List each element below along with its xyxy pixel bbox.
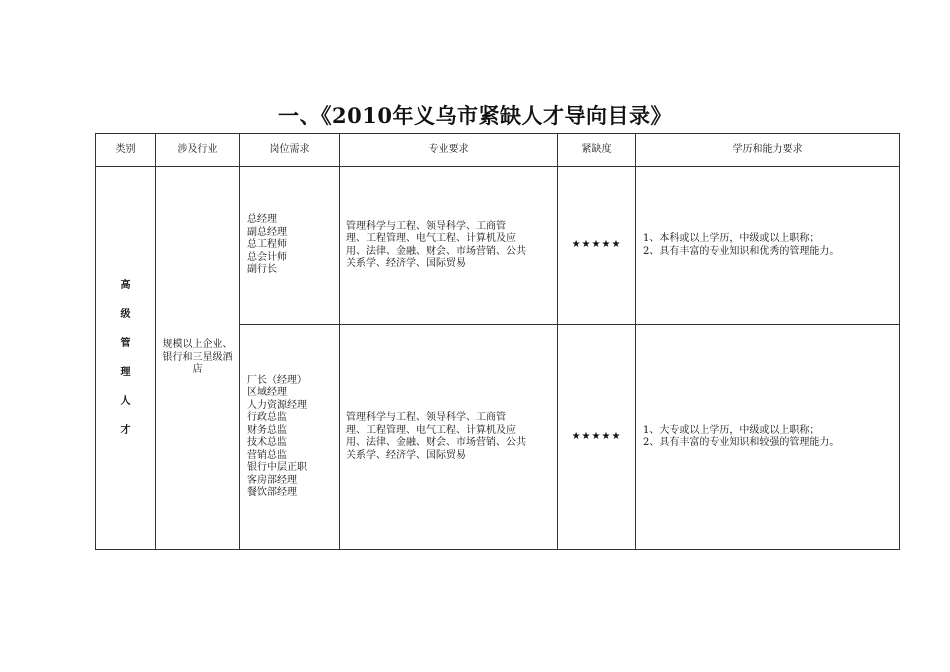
major-line: 用、法律、金融、财会、市场营销、公共 xyxy=(346,245,526,257)
major-cell xyxy=(340,325,558,550)
position-item: 总工程师 xyxy=(247,239,287,251)
requirement-line: 2、具有丰富的专业知识和较强的管理能力。 xyxy=(643,437,840,448)
category-cell xyxy=(96,167,156,550)
requirements-cell xyxy=(636,167,900,325)
position-item: 客房部经理 xyxy=(247,474,297,486)
position-item: 副总经理 xyxy=(247,226,287,238)
requirements-cell xyxy=(636,325,900,550)
header-industry: 涉及行业 xyxy=(156,134,240,167)
talent-catalog-table xyxy=(95,133,900,550)
header-major: 专业要求 xyxy=(340,134,558,167)
header-scarcity: 紧缺度 xyxy=(558,134,636,167)
document-title: 一、《2010年义乌市紧缺人才导向目录》 xyxy=(278,103,672,128)
category-char: 高 xyxy=(120,280,131,291)
table-row xyxy=(96,167,900,325)
position-item: 餐饮部经理 xyxy=(247,487,297,498)
requirement-line: 1、大专或以上学历，中级或以上职称； xyxy=(643,424,820,436)
position-item: 银行中层正职 xyxy=(247,462,307,473)
scarcity-rating: ★★★★★ xyxy=(558,325,636,550)
category-char: 人 xyxy=(120,396,131,407)
requirement-line: 1、本科或以上学历，中级或以上职称； xyxy=(643,233,820,244)
header-requirements: 学历和能力要求 xyxy=(636,134,900,167)
major-line: 理、工程管理、电气工程、计算机及应 xyxy=(346,424,516,436)
major-line: 管理科学与工程、领导科学、工商管 xyxy=(346,220,506,232)
category-char: 才 xyxy=(120,425,131,436)
category-char: 管 xyxy=(120,338,131,349)
scarcity-rating: ★★★★★ xyxy=(558,167,636,325)
position-item: 营销总监 xyxy=(247,449,287,461)
position-item: 总经理 xyxy=(247,214,277,226)
category-char: 理 xyxy=(120,367,131,378)
position-item: 副行长 xyxy=(247,264,277,276)
header-position: 岗位需求 xyxy=(240,134,340,167)
major-line: 理、工程管理、电气工程、计算机及应 xyxy=(346,233,516,244)
major-line: 用、法律、金融、财会、市场营销、公共 xyxy=(346,437,526,448)
position-item: 厂长（经理） xyxy=(247,374,307,386)
header-category: 类别 xyxy=(96,134,156,167)
requirement-line: 2、具有丰富的专业知识和优秀的管理能力。 xyxy=(643,245,840,257)
position-item: 行政总监 xyxy=(247,412,287,423)
positions-cell xyxy=(240,167,340,325)
major-line: 管理科学与工程、领导科学、工商管 xyxy=(346,412,506,423)
major-line: 关系学、经济学、国际贸易 xyxy=(346,258,466,269)
position-item: 总会计师 xyxy=(247,251,287,263)
position-item: 区域经理 xyxy=(247,387,287,398)
position-item: 财务总监 xyxy=(247,424,287,436)
table-header-row xyxy=(96,134,900,167)
position-item: 技术总监 xyxy=(247,437,287,448)
position-item: 人力资源经理 xyxy=(247,399,307,411)
category-char: 级 xyxy=(120,309,131,320)
industry-cell: 规模以上企业、银行和三星级酒店 xyxy=(156,167,240,550)
positions-cell xyxy=(240,325,340,550)
major-cell xyxy=(340,167,558,325)
major-line: 关系学、经济学、国际贸易 xyxy=(346,449,466,461)
